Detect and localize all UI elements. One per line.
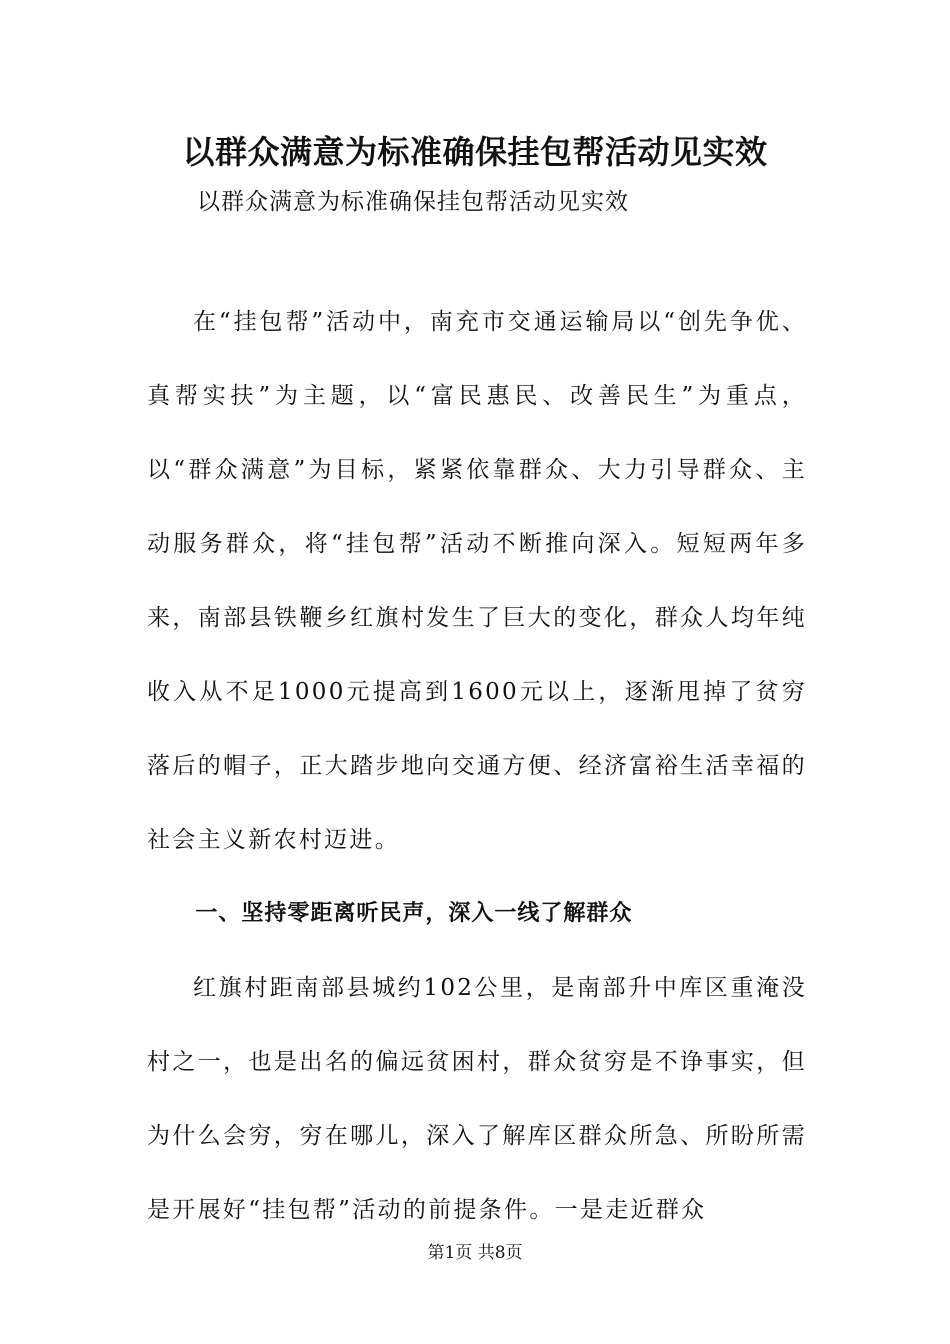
section-heading: 一、坚持零距离听民声，深入一线了解群众	[195, 901, 633, 926]
page-footer: 第1页 共8页	[427, 1243, 523, 1263]
intro-paragraph: 在“挂包帮”活动中，南充市交通运输局以“创先争优、真帮实扶”为主题，以“富民惠民、改善民生”为重点，以“群众满意”为目标，紧紧依靠群众、大力引导群众、主动服务群众，将“挂包帮”活动不断推向深入。短短两年多来，南部县铁鞭乡红旗村发生了巨大的变化，群众人均年纯收入从不足1000元提高到1600元以上，逐渐甩掉了贫穷落后的帽子，正大踏步地向交通方便、经济富裕生活幸福的社会主义新农村迈进。	[147, 309, 807, 853]
document-title: 以群众满意为标准确保挂包帮活动见实效	[182, 133, 768, 171]
section-paragraph: 红旗村距南部县城约102公里，是南部升中库区重淹没村之一，也是出名的偏远贫困村，群众贫穷是不诤事实，但为什么会穷，穷在哪儿，深入了解库区群众所急、所盼所需是开展好“挂包帮”活动的前提条件。一是走近群众	[147, 975, 807, 1223]
document-subtitle: 以群众满意为标准确保挂包帮活动见实效	[197, 189, 629, 215]
document-body	[147, 285, 807, 1247]
